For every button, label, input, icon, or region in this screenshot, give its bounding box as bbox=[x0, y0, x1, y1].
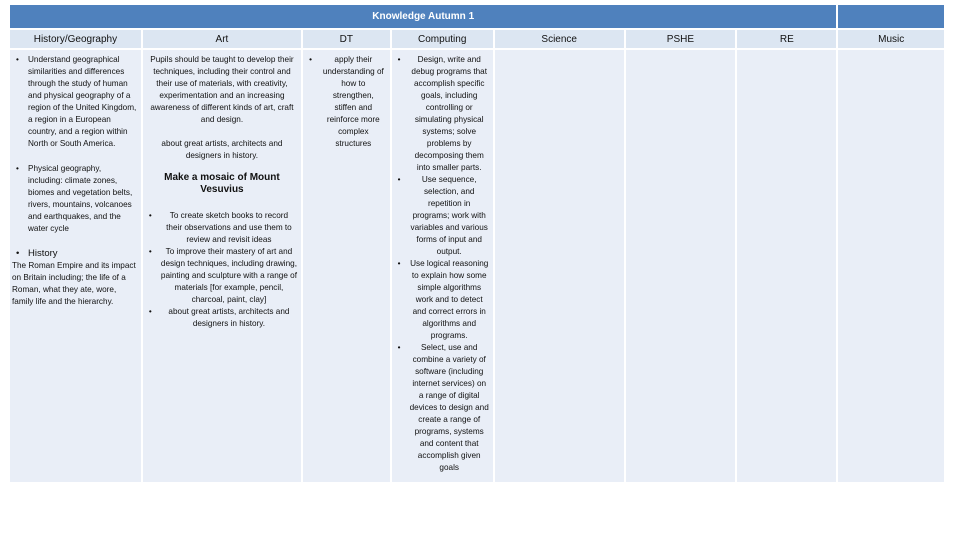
computing-cell bbox=[392, 50, 493, 482]
art-intro: Pupils should be taught to develop their techniques, including their control and their use of materials, with creativity, experimentation and an increasing awareness of different kinds of art, craft and design. bbox=[150, 55, 294, 124]
art-bullet-2: • To improve their mastery of art and design techniques, including drawing, painting and sculpture with a range of materials [for example, pencil, charcoal, paint, clay] bbox=[147, 246, 297, 306]
history-bullet-1: • Understand geographical similarities and differences through the study of human and physical geography of a region of the United Kingdom, a region in a European country, and a region within North or South America. bbox=[14, 54, 137, 150]
art-bullet-1: • To create sketch books to record their observations and use them to review and revisit ideas bbox=[147, 210, 297, 246]
re-cell bbox=[737, 50, 836, 482]
table-title: Knowledge Autumn 1 bbox=[10, 5, 836, 28]
title-bar-end bbox=[838, 5, 944, 28]
history-bullet-3: • History bbox=[14, 248, 137, 260]
music-cell bbox=[838, 50, 944, 482]
art-bullet-3: • about great artists, architects and designers in history. bbox=[147, 306, 297, 330]
knowledge-table bbox=[8, 3, 946, 484]
dt-bullet-1: • apply their understanding of how to strengthen, stiffen and reinforce more complex structures bbox=[307, 54, 386, 150]
computing-bullet-4: • Select, use and combine a variety of software (including internet services) on a range of digital devices to design and create a range of programs, systems and content that accomplish given goals bbox=[396, 342, 489, 474]
history-bullet-2: • Physical geography, including: climate zones, biomes and vegetation belts, rivers, mountains, volcanoes and earthquakes, and the water cycle bbox=[14, 163, 137, 235]
history-cell bbox=[10, 50, 141, 482]
col-header-art: Art bbox=[143, 30, 301, 48]
art-intro-2: about great artists, architects and designers in history. bbox=[161, 139, 283, 160]
history-roman-text: The Roman Empire and its impact on Britain including; the life of a Roman, what they ate, wore, family life and the hierarchy. bbox=[12, 261, 136, 306]
dt-cell bbox=[303, 50, 390, 482]
computing-bullet-3: • Use logical reasoning to explain how some simple algorithms work and to detect and correct errors in algorithms and programs. bbox=[396, 258, 489, 342]
art-heading: Make a mosaic of Mount Vesuvius bbox=[164, 172, 280, 195]
computing-bullet-2: • Use sequence, selection, and repetition in programs; work with variables and various forms of input and output. bbox=[396, 174, 489, 258]
art-cell bbox=[143, 50, 301, 482]
col-header-history: History/Geography bbox=[10, 30, 141, 48]
col-header-science: Science bbox=[495, 30, 624, 48]
col-header-computing: Computing bbox=[392, 30, 493, 48]
col-header-music: Music bbox=[838, 30, 944, 48]
col-header-dt: DT bbox=[303, 30, 390, 48]
science-cell bbox=[495, 50, 624, 482]
pshe-cell bbox=[626, 50, 736, 482]
computing-bullet-1: • Design, write and debug programs that accomplish specific goals, including controlling or simulating physical systems; solve problems by decomposing them into smaller parts. bbox=[396, 54, 489, 174]
col-header-re: RE bbox=[737, 30, 836, 48]
col-header-pshe: PSHE bbox=[626, 30, 736, 48]
